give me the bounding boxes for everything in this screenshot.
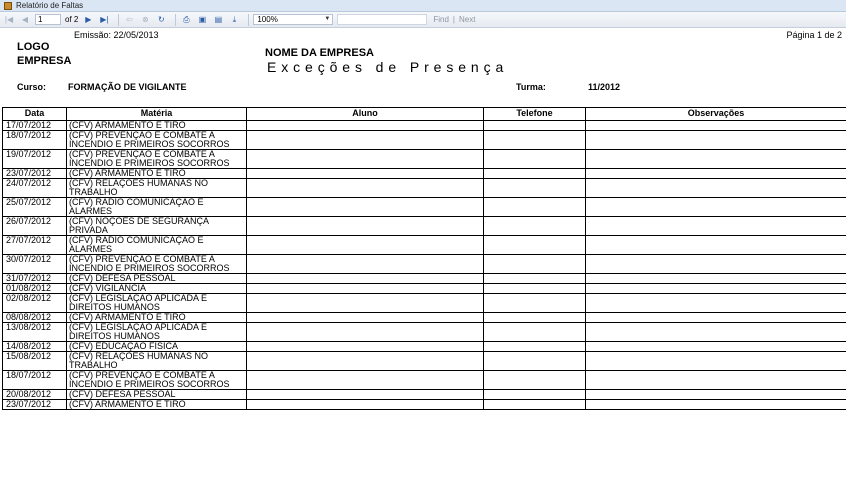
cell-materia: (CFV) RELAÇÕES HUMANAS NO TRABALHO <box>67 179 247 198</box>
next-page-icon[interactable]: ▶ <box>85 15 92 24</box>
report-title: Exceções de Presença <box>267 59 509 75</box>
cell-materia: (CFV) PREVENÇÃO E COMBATE A INCENDIO E PRIMEIROS SOCORROS <box>67 255 247 274</box>
table-row <box>3 390 846 400</box>
cell-telefone <box>484 371 586 390</box>
cell-aluno <box>247 169 484 179</box>
course-value: FORMAÇÃO DE VIGILANTE <box>68 82 187 92</box>
page-number-input[interactable]: 1 <box>35 14 61 25</box>
cell-telefone <box>484 323 586 342</box>
cell-observacoes <box>586 169 846 179</box>
cell-data: 31/07/2012 <box>3 274 67 284</box>
cell-telefone <box>484 169 586 179</box>
cell-aluno <box>247 284 484 294</box>
cell-observacoes <box>586 342 846 352</box>
cell-materia: (CFV) DEFESA PESSOAL <box>67 274 247 284</box>
cell-telefone <box>484 313 586 323</box>
cell-data: 27/07/2012 <box>3 236 67 255</box>
cell-telefone <box>484 179 586 198</box>
next-link[interactable]: Next <box>458 15 476 24</box>
cell-aluno <box>247 150 484 169</box>
cell-telefone <box>484 294 586 313</box>
cell-data: 19/07/2012 <box>3 150 67 169</box>
cell-materia: (CFV) RELAÇÕES HUMANAS NO TRABALHO <box>67 352 247 371</box>
cell-telefone <box>484 284 586 294</box>
cell-materia: (CFV) PREVENÇÃO E COMBATE A INCENDIO E PRIMEIROS SOCORROS <box>67 371 247 390</box>
cell-observacoes <box>586 294 846 313</box>
cell-data: 17/07/2012 <box>3 121 67 131</box>
column-header-data: Data <box>3 108 67 121</box>
cell-data: 08/08/2012 <box>3 313 67 323</box>
cell-materia: (CFV) NOÇÕES DE SEGURANÇA PRIVADA <box>67 217 247 236</box>
toolbar-separator <box>175 14 176 26</box>
refresh-icon[interactable]: ↻ <box>157 15 165 24</box>
cell-telefone <box>484 121 586 131</box>
table-row <box>3 179 846 198</box>
cell-telefone <box>484 236 586 255</box>
cell-observacoes <box>586 255 846 274</box>
cell-data: 24/07/2012 <box>3 179 67 198</box>
cell-materia: (CFV) DEFESA PESSOAL <box>67 390 247 400</box>
cell-data: 26/07/2012 <box>3 217 67 236</box>
cell-data: 14/08/2012 <box>3 342 67 352</box>
stop-icon[interactable]: ⊗ <box>141 15 149 24</box>
find-link[interactable]: Find <box>433 15 449 24</box>
column-header-telefone: Telefone <box>484 108 586 121</box>
cell-materia: (CFV) LEGISLAÇÃO APLICADA E DIREITOS HUMANOS <box>67 323 247 342</box>
cell-materia: (CFV) EDUCAÇÃO FISICA <box>67 342 247 352</box>
table-row <box>3 294 846 313</box>
cell-data: 13/08/2012 <box>3 323 67 342</box>
table-row <box>3 342 846 352</box>
table-row <box>3 400 846 410</box>
zoom-select[interactable] <box>253 14 333 25</box>
column-header-observacoes: Observações <box>586 108 846 121</box>
toolbar-separator <box>118 14 119 26</box>
cell-data: 23/07/2012 <box>3 169 67 179</box>
absences-table <box>2 107 846 410</box>
table-row <box>3 131 846 150</box>
cell-observacoes <box>586 284 846 294</box>
cell-observacoes <box>586 390 846 400</box>
course-label: Curso: <box>17 82 46 92</box>
cell-materia: (CFV) PREVENÇÃO E COMBATE A INCENDIO E PRIMEIROS SOCORROS <box>67 131 247 150</box>
cell-materia: (CFV) ARMAMENTO E TIRO <box>67 313 247 323</box>
cell-observacoes <box>586 352 846 371</box>
cell-observacoes <box>586 121 846 131</box>
window-title: Relatório de Faltas <box>16 1 84 10</box>
cell-materia: (CFV) LEGISLAÇÃO APLICADA E DIREITOS HUMANOS <box>67 294 247 313</box>
cell-aluno <box>247 179 484 198</box>
table-row <box>3 255 846 274</box>
cell-telefone <box>484 131 586 150</box>
first-page-icon[interactable]: |◀ <box>4 15 14 24</box>
cell-data: 18/07/2012 <box>3 371 67 390</box>
table-header-row <box>3 108 846 121</box>
cell-aluno <box>247 121 484 131</box>
cell-telefone <box>484 198 586 217</box>
table-row <box>3 284 846 294</box>
cell-aluno <box>247 400 484 410</box>
cell-materia: (CFV) RADIO COMUNICAÇÃO E ALARMES <box>67 236 247 255</box>
last-page-icon[interactable]: ▶| <box>100 15 109 24</box>
class-label: Turma: <box>516 82 546 92</box>
cell-aluno <box>247 313 484 323</box>
previous-page-icon[interactable]: ◀ <box>21 15 29 24</box>
export-icon[interactable]: ⤓ <box>232 14 237 24</box>
table-row <box>3 313 846 323</box>
cell-telefone <box>484 150 586 169</box>
chevron-down-icon: ▼ <box>324 16 331 22</box>
cell-materia: (CFV) PREVENÇÃO E COMBATE A INCENDIO E PRIMEIROS SOCORROS <box>67 150 247 169</box>
cell-materia: (CFV) RADIO COMUNICAÇÃO E ALARMES <box>67 198 247 217</box>
cell-telefone <box>484 400 586 410</box>
emission-date: Emissão: 22/05/2013 <box>74 30 159 40</box>
cell-observacoes <box>586 131 846 150</box>
report-page <box>0 28 846 500</box>
class-value: 11/2012 <box>588 82 621 92</box>
table-row <box>3 236 846 255</box>
print-icon[interactable]: ⎙ <box>183 14 190 24</box>
cell-observacoes <box>586 217 846 236</box>
cell-data: 02/08/2012 <box>3 294 67 313</box>
company-name: NOME DA EMPRESA <box>265 47 374 59</box>
cell-data: 30/07/2012 <box>3 255 67 274</box>
cell-aluno <box>247 274 484 284</box>
page-setup-icon[interactable]: ▤ <box>214 15 223 24</box>
window-titlebar <box>0 0 846 12</box>
zoom-value: 100% <box>257 15 278 24</box>
cell-aluno <box>247 294 484 313</box>
cell-materia: (CFV) ARMAMENTO E TIRO <box>67 121 247 131</box>
logo-text-line1: LOGO <box>17 41 50 53</box>
table-row <box>3 352 846 371</box>
cell-observacoes <box>586 179 846 198</box>
cell-data: 20/08/2012 <box>3 390 67 400</box>
cell-observacoes <box>586 400 846 410</box>
cell-aluno <box>247 217 484 236</box>
cell-observacoes <box>586 371 846 390</box>
page-indicator: Página 1 de 2 <box>786 30 842 40</box>
table-row <box>3 150 846 169</box>
cell-observacoes <box>586 236 846 255</box>
cell-observacoes <box>586 274 846 284</box>
cell-aluno <box>247 255 484 274</box>
cell-telefone <box>484 217 586 236</box>
cell-aluno <box>247 323 484 342</box>
cell-telefone <box>484 352 586 371</box>
cell-materia: (CFV) ARMAMENTO E TIRO <box>67 169 247 179</box>
cell-data: 18/07/2012 <box>3 131 67 150</box>
toolbar-separator-text: | <box>452 15 455 24</box>
cell-aluno <box>247 236 484 255</box>
table-row <box>3 371 846 390</box>
cell-observacoes <box>586 198 846 217</box>
cell-aluno <box>247 198 484 217</box>
cell-observacoes <box>586 150 846 169</box>
cell-data: 15/08/2012 <box>3 352 67 371</box>
print-layout-icon[interactable]: ▣ <box>198 15 207 24</box>
cell-data: 01/08/2012 <box>3 284 67 294</box>
cell-telefone <box>484 274 586 284</box>
cell-aluno <box>247 371 484 390</box>
cell-telefone <box>484 255 586 274</box>
page-count-label: of 2 <box>65 15 79 24</box>
cell-observacoes <box>586 313 846 323</box>
table-body <box>3 121 846 410</box>
cell-materia: (CFV) ARMAMENTO E TIRO <box>67 400 247 410</box>
app-icon <box>4 2 12 10</box>
cell-observacoes <box>586 323 846 342</box>
table-row <box>3 217 846 236</box>
toolbar-separator <box>248 14 249 26</box>
cell-data: 23/07/2012 <box>3 400 67 410</box>
cell-aluno <box>247 390 484 400</box>
table-row <box>3 198 846 217</box>
find-input[interactable] <box>337 14 427 25</box>
column-header-aluno: Aluno <box>247 108 484 121</box>
table-row <box>3 323 846 342</box>
logo-text-line2: EMPRESA <box>17 55 72 67</box>
column-header-materia: Matéria <box>67 108 247 121</box>
cell-telefone <box>484 390 586 400</box>
cell-materia: (CFV) VIGILÂNCIA <box>67 284 247 294</box>
cell-aluno <box>247 342 484 352</box>
table-row <box>3 121 846 131</box>
cell-data: 25/07/2012 <box>3 198 67 217</box>
cell-aluno <box>247 352 484 371</box>
report-toolbar <box>0 12 846 28</box>
back-icon[interactable]: ⇦ <box>125 15 133 24</box>
table-row <box>3 274 846 284</box>
cell-telefone <box>484 342 586 352</box>
cell-aluno <box>247 131 484 150</box>
table-row <box>3 169 846 179</box>
